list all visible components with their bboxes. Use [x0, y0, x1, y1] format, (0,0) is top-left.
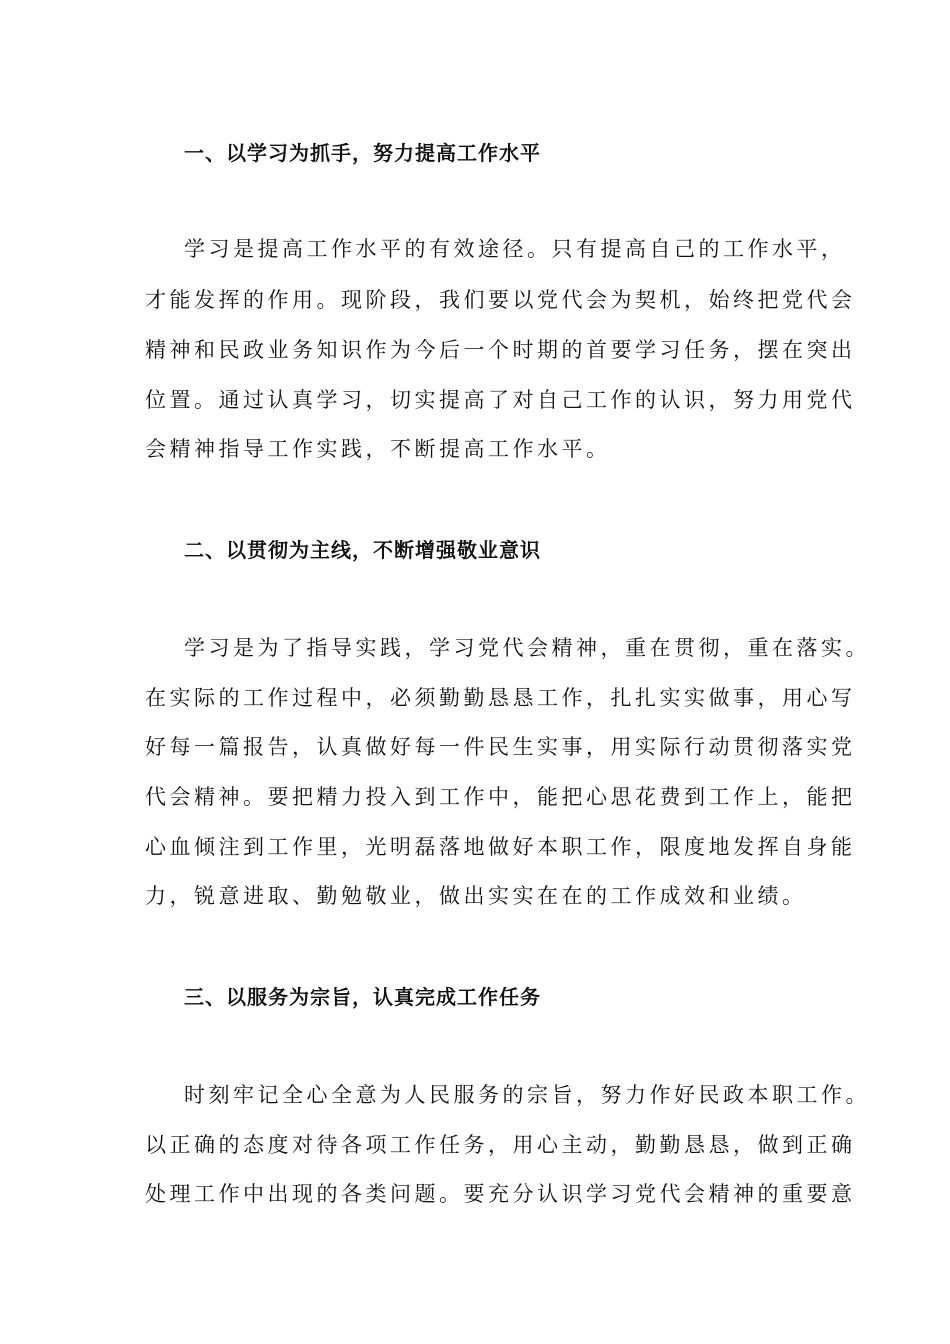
paragraph-line: 好每一篇报告，认真做好每一件民生实事，用实际行动贯彻落实党: [145, 735, 856, 759]
section-3-heading: 三、以服务为宗旨，认真完成工作任务: [184, 985, 541, 1009]
paragraph-line: 在实际的工作过程中，必须勤勤恳恳工作，扎扎实实做事，用心写: [145, 686, 856, 710]
paragraph-line: 时刻牢记全心全意为人民服务的宗旨，努力作好民政本职工作。: [184, 1083, 870, 1107]
section-1-heading: 一、以学习为抓手，努力提高工作水平: [184, 141, 541, 165]
paragraph-line: 处理工作中出现的各类问题。要充分认识学习党代会精神的重要意: [145, 1182, 856, 1206]
paragraph-line: 会精神指导工作实践，不断提高工作水平。: [145, 437, 611, 461]
paragraph-line: 精神和民政业务知识作为今后一个时期的首要学习任务，摆在突出: [145, 338, 856, 362]
paragraph-line: 代会精神。要把精力投入到工作中，能把心思花费到工作上，能把: [145, 785, 856, 809]
paragraph-line: 心血倾注到工作里，光明磊落地做好本职工作，限度地发挥自身能: [145, 835, 856, 859]
paragraph-line: 才能发挥的作用。现阶段，我们要以党代会为契机，始终把党代会: [145, 288, 856, 312]
section-2-heading: 二、以贯彻为主线，不断增强敬业意识: [184, 538, 541, 562]
paragraph-line: 位置。通过认真学习，切实提高了对自己工作的认识，努力用党代: [145, 388, 856, 412]
paragraph-line: 力，锐意进取、勤勉敬业，做出实实在在的工作成效和业绩。: [145, 884, 807, 908]
paragraph-line: 学习是提高工作水平的有效途径。只有提高自己的工作水平，: [184, 237, 846, 261]
paragraph-line: 以正确的态度对待各项工作任务，用心主动，勤勤恳恳，做到正确: [145, 1133, 856, 1157]
paragraph-line: 学习是为了指导实践，学习党代会精神，重在贯彻，重在落实。: [184, 636, 870, 660]
